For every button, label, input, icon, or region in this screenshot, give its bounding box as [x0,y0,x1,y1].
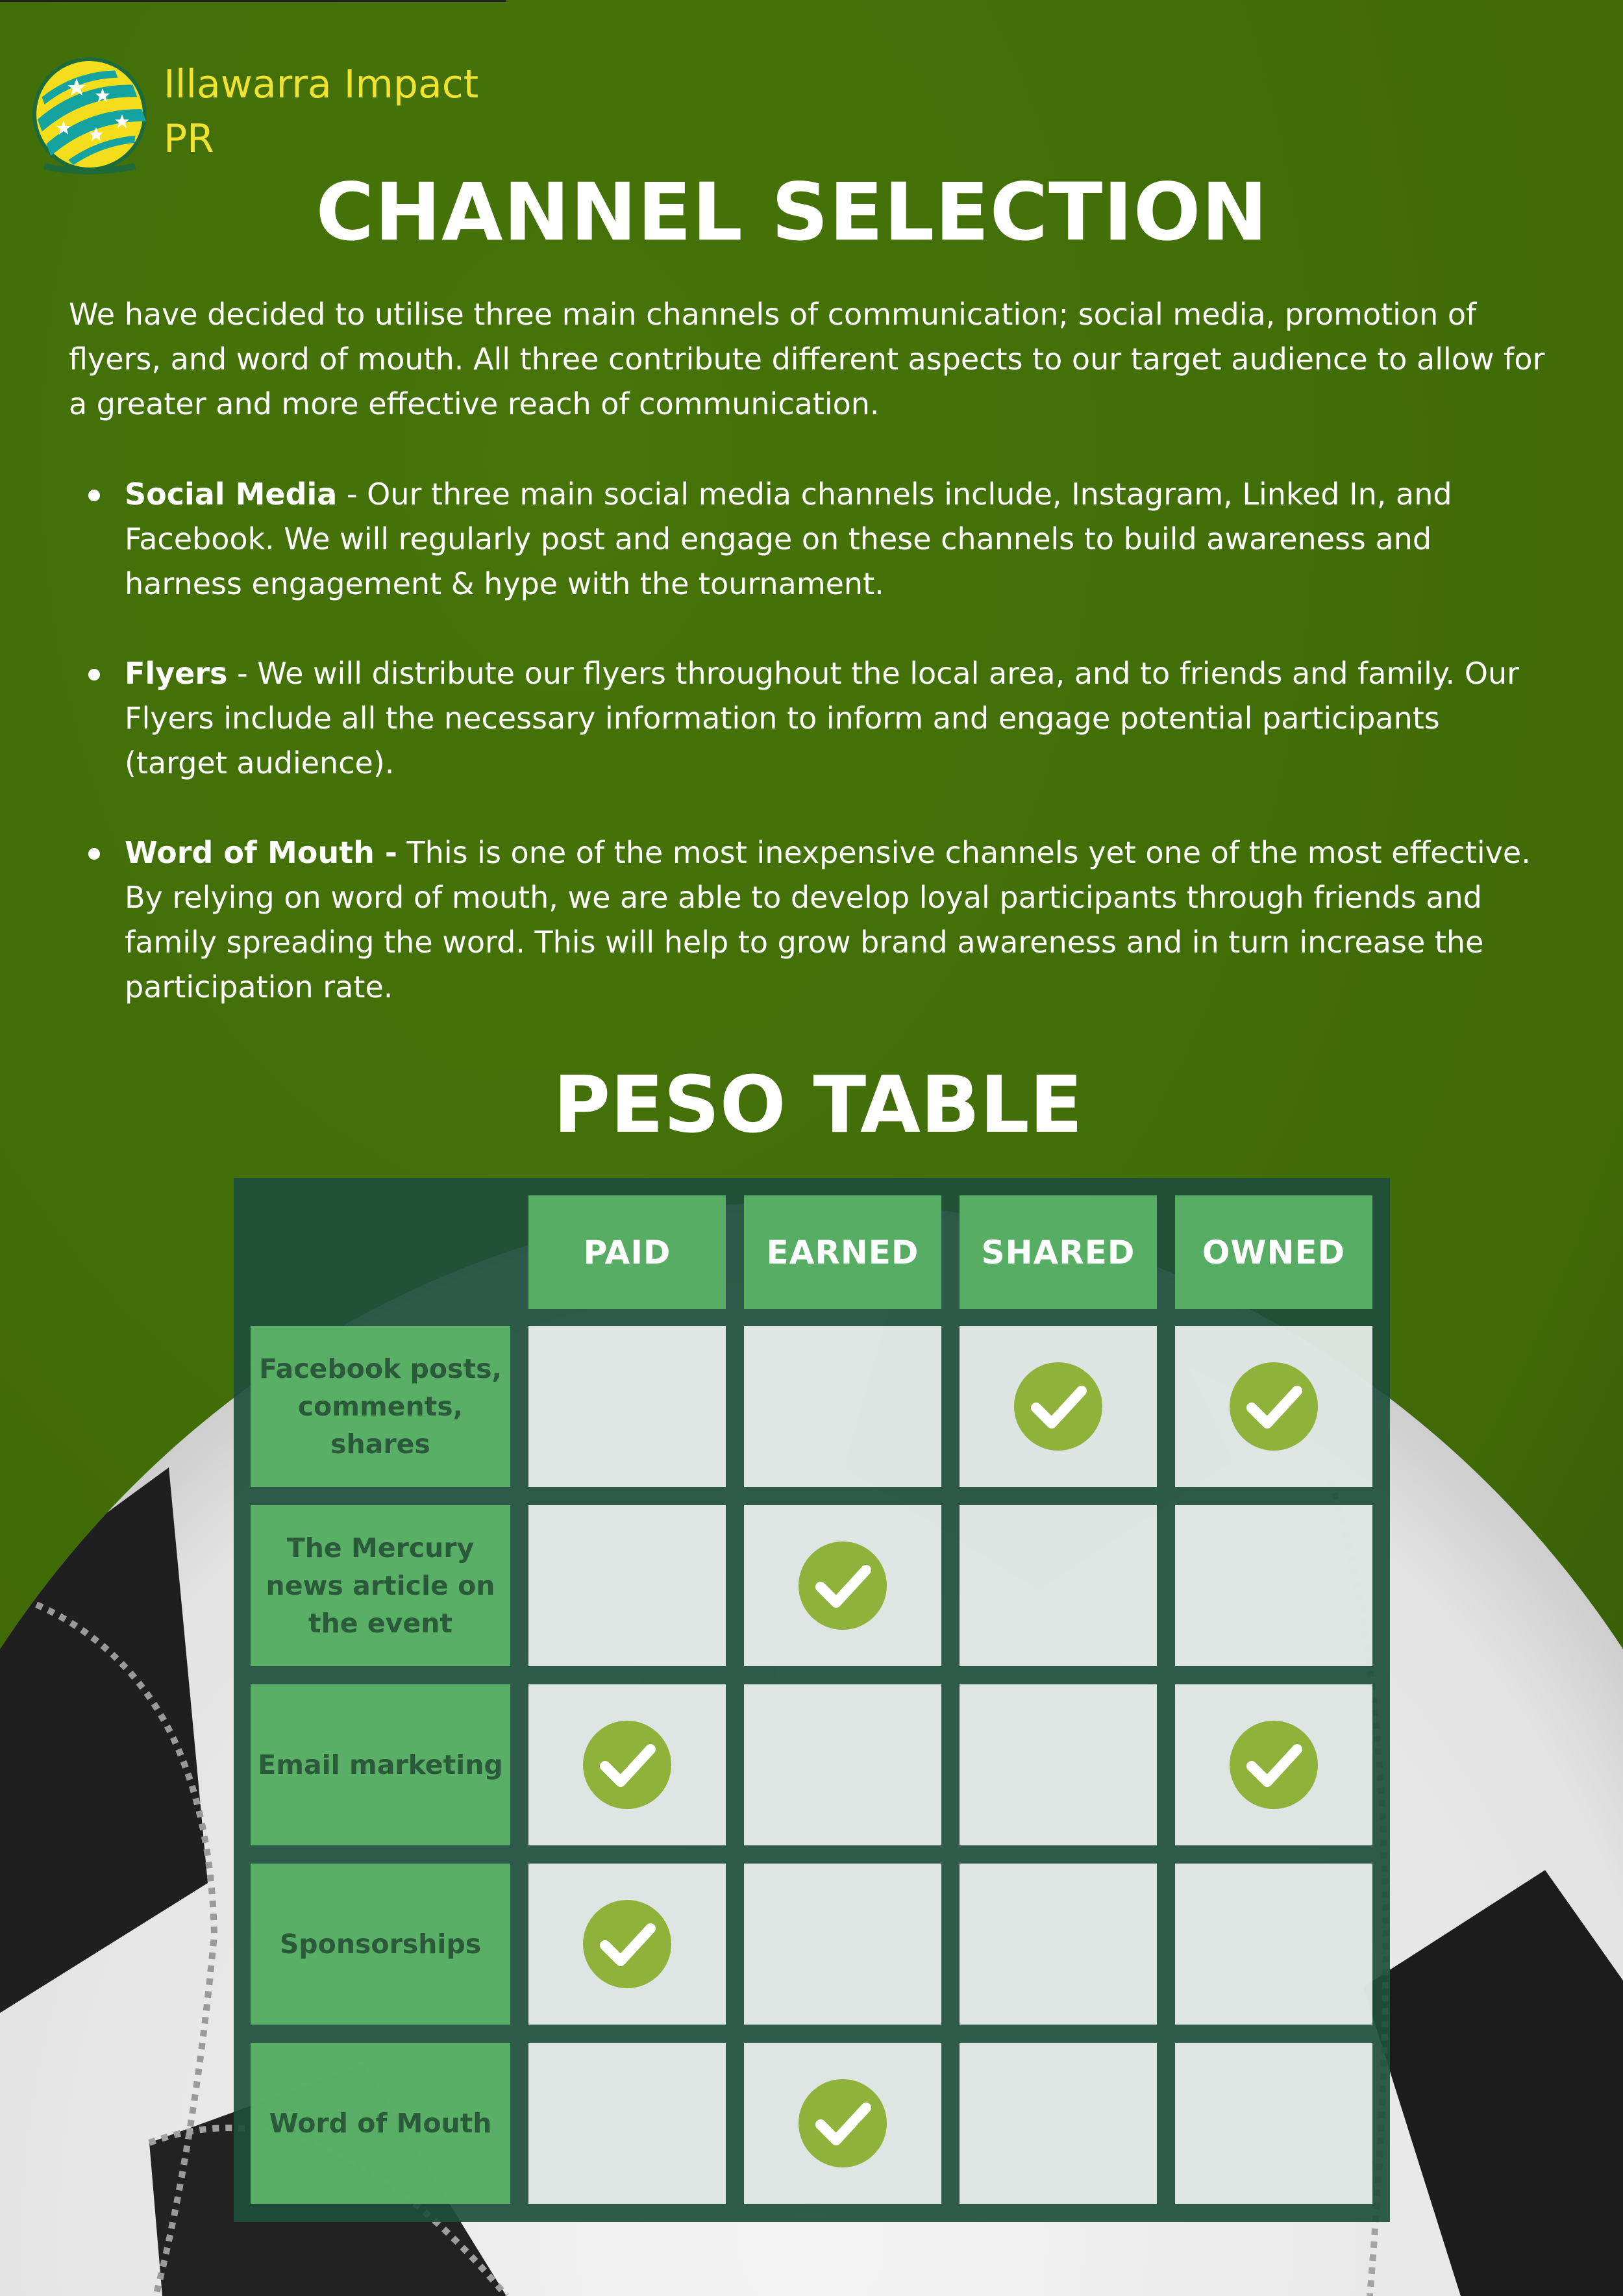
brand-name [164,57,553,166]
peso-cell-2-paid [528,1505,726,1666]
column-header-earned: EARNED [744,1195,941,1309]
row-label-mercury: The Mercury news article on the event [251,1505,510,1666]
peso-cell-1-paid [528,1326,726,1487]
row-label-sponsorships: Sponsorships [251,1864,510,2025]
peso-cell-2-shared [960,1505,1157,1666]
bullet-word-of-mouth [69,830,1549,1010]
bullet-label: Social Media [125,477,338,512]
peso-cell-5-owned [1175,2043,1372,2204]
peso-cell-2-owned [1175,1505,1372,1666]
channel-bullet-list [69,472,1549,1054]
peso-cell-3-shared [960,1684,1157,1845]
peso-cell-4-paid [528,1864,726,2025]
peso-cell-4-owned [1175,1864,1372,2025]
peso-cell-5-paid [528,2043,726,2204]
row-label-word-of-mouth: Word of Mouth [251,2043,510,2204]
brand-name-line1: Illawarra Impact [164,62,479,107]
peso-cell-5-shared [960,2043,1157,2204]
check-circle-icon [797,1540,888,1631]
bullet-label: Flyers [125,656,228,691]
bullet-text: - Our three main social media channels include, Instagram, Linked In, and Facebook. We will regularly post and engage on these channels to build awareness and harness engagement & hype with the tournament. [125,477,1452,601]
bullet-dot-icon [88,490,100,501]
bullet-text: This is one of the most inexpensive channels yet one of the most effective. By relying on word of mouth, we are able to develop loyal participants through friends and family spreading the word. This will help to grow brand awareness and in turn increase the participation rate. [125,835,1531,1004]
row-label-facebook: Facebook posts, comments, shares [251,1326,510,1487]
peso-cell-5-earned [744,2043,941,2204]
check-circle-icon [582,1899,673,1990]
column-header-shared: SHARED [960,1195,1157,1309]
check-circle-icon [797,2078,888,2169]
check-circle-icon [1228,1719,1319,1810]
bullet-label: Word of Mouth - [125,835,397,870]
check-circle-icon [1013,1361,1104,1452]
peso-cell-1-shared [960,1326,1157,1487]
check-circle-icon [1228,1361,1319,1452]
brand-name-line2: PR [164,116,214,162]
column-header-paid: PAID [528,1195,726,1309]
peso-cell-3-paid [528,1684,726,1845]
check-circle-icon [582,1719,673,1810]
bullet-dot-icon [88,669,100,680]
channel-selection-title: CHANNEL SELECTION [316,166,1269,258]
bullet-dot-icon [88,848,100,860]
bullet-text: - We will distribute our flyers throughout the local area, and to friends and family. Our Flyers include all the necessary information to inform and engage potential participants (target audience). [125,656,1520,780]
peso-cell-2-earned [744,1505,941,1666]
peso-cell-4-shared [960,1864,1157,2025]
channel-selection-intro: We have decided to utilise three main channels of communication; social media, promotion of flyers, and word of mouth. All three contribute different aspects to our target audience to allow for a greater and more effective reach of communication. [69,297,1545,421]
column-header-owned: OWNED [1175,1195,1372,1309]
peso-cell-3-earned [744,1684,941,1845]
peso-cell-1-owned [1175,1326,1372,1487]
row-label-email: Email marketing [251,1684,510,1845]
peso-table-title: PESO TABLE [553,1060,1083,1151]
peso-cell-1-earned [744,1326,941,1487]
bullet-social-media [69,472,1549,606]
peso-table [234,1178,1390,2222]
australia-football-emblem-icon [25,43,161,179]
bullet-flyers [69,651,1549,786]
peso-cell-3-owned [1175,1684,1372,1845]
peso-cell-4-earned [744,1864,941,2025]
